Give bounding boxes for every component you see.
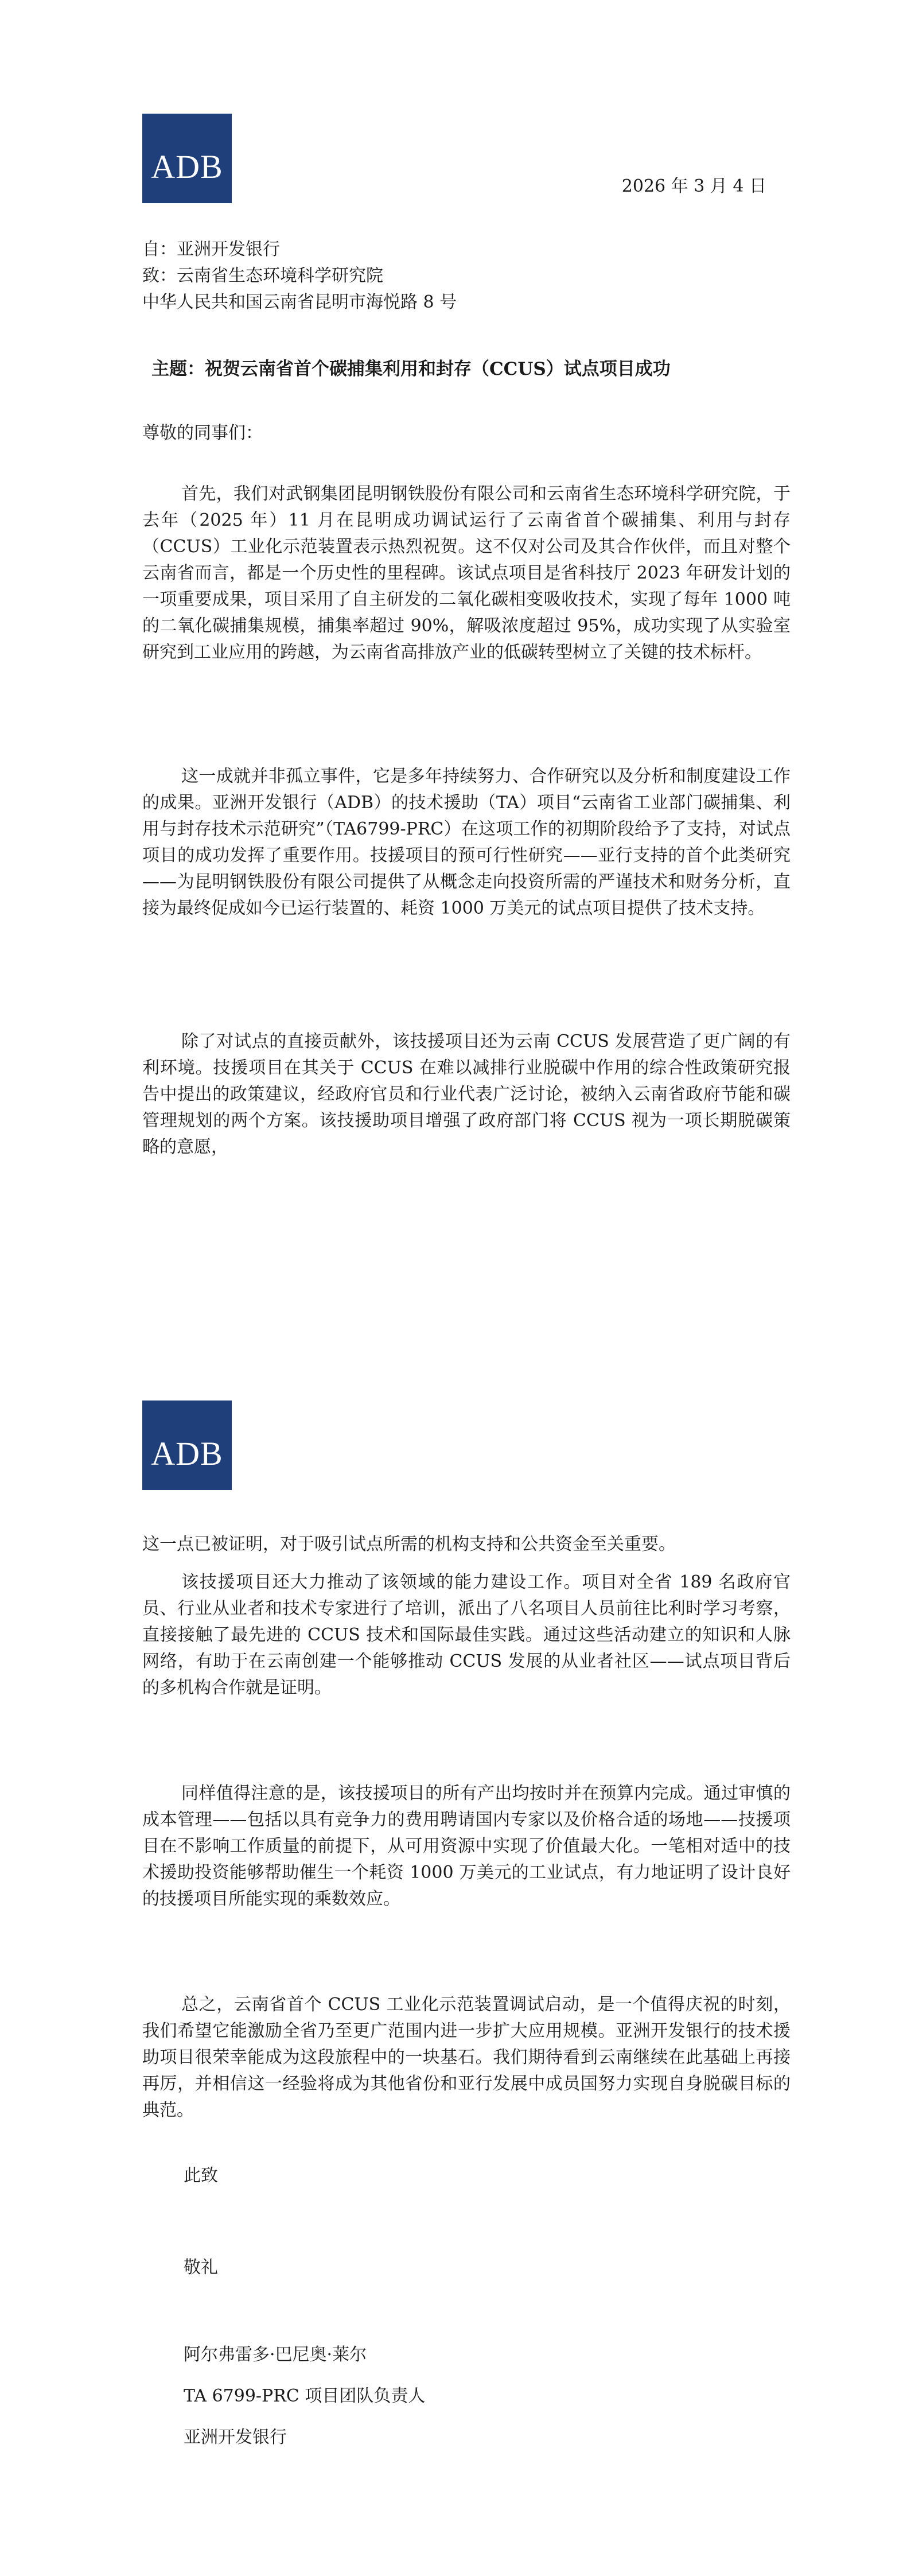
letter-date: 2026 年 3 月 4 日: [621, 176, 766, 196]
body-paragraph-4: 该技援项目还大力推动了该领域的能力建设工作。项目对全省 189 名政府官员、行业从业者和技术专家进行了培训，派出了八名项目人员前往比利时学习考察，直接接触了最先进的 CCUS 技术和国际最佳实践。通过这些活动建立的知识和人脉网络，有助于在云南创建一个能够推动 CCUS 发展的从业者社区——试点项目背后的多机构合作就是证明。: [142, 1572, 791, 1698]
body-paragraph-2: 这一成就并非孤立事件，它是多年持续努力、合作研究以及分析和制度建设工作的成果。亚洲开发银行（ADB）的技术援助（TA）项目“云南省工业部门碳捕集、利用与封存技术示范研究”（TA6799-PRC）在这项工作的初期阶段给予了支持，对试点项目的成功发挥了重要作用。技援项目的预可行性研究——亚行支持的首个此类研究——为昆明钢铁股份有限公司提供了从概念走向投资所需的严谨技术和财务分析，直接为最终促成如今已运行装置的、耗资 1000 万美元的试点项目提供了技术支持。: [142, 766, 791, 918]
signer-org: 亚洲开发银行: [184, 2427, 287, 2447]
body-paragraph-5: 同样值得注意的是，该技援项目的所有产出均按时并在预算内完成。通过审慎的成本管理——包括以具有竞争力的费用聘请国内专家以及价格合适的场地——技援项目在不影响工作质量的前提下，从可用资源中实现了价值最大化。一笔相对适中的技术援助投资能够帮助催生一个耗资 1000 万美元的工业试点，有力地证明了设计良好的技援项目所能实现的乘数效应。: [142, 1783, 791, 1909]
body-paragraph-6: 总之，云南省首个 CCUS 工业化示范装置调试启动，是一个值得庆祝的时刻，我们希望它能激励全省乃至更广范围内进一步扩大应用规模。亚洲开发银行的技术援助项目很荣幸能成为这段旅程中的一块基石。我们期待看到云南继续在此基础上再接再厉，并相信这一经验将成为其他省份和亚行发展中成员国努力实现自身脱碳目标的典范。: [142, 1995, 791, 2120]
body-paragraph-3: 除了对试点的直接贡献外，该技援项目还为云南 CCUS 发展营造了更广阔的有利环境。技援项目在其关于 CCUS 在难以减排行业脱碳中作用的综合性政策研究报告中提出的政策建议，经政府官员和行业代表广泛讨论，被纳入云南省政府节能和碳管理规划的两个方案。该技援助项目增强了政府部门将 CCUS 视为一项长期脱碳策略的意愿，: [142, 1031, 791, 1157]
salutation: 尊敬的同事们：: [142, 423, 263, 443]
signer-name: 阿尔弗雷多·巴尼奥·莱尔: [184, 2345, 367, 2365]
to-line: 致：云南省生态环境科学研究院: [142, 266, 383, 286]
closing-2: 敬礼: [184, 2257, 218, 2278]
adb-logo-page-2: ADB: [142, 1400, 232, 1490]
signer-title: TA 6799-PRC 项目团队负责人: [184, 2386, 426, 2406]
closing-1: 此致: [184, 2166, 218, 2186]
body-paragraph-1: 首先，我们对武钢集团昆明钢铁股份有限公司和云南省生态环境科学研究院，于去年（2025 年）11 月在昆明成功调试运行了云南省首个碳捕集、利用与封存（CCUS）工业化示范装置表示热烈祝贺。这不仅对公司及其合作伙伴，而且对整个云南省而言，都是一个历史性的里程碑。该试点项目是省科技厅 2023 年研发计划的一项重要成果，项目采用了自主研发的二氧化碳相变吸收技术，实现了每年 1000 吨的二氧化碳捕集规模，捕集率超过 90%，解吸浓度超过 95%，成功实现了从实验室研究到工业应用的跨越，为云南省高排放产业的低碳转型树立了关键的技术标杆。: [142, 484, 791, 662]
address-line: 中华人民共和国云南省昆明市海悦路 8 号: [142, 292, 457, 312]
adb-logo: ADB: [142, 114, 232, 203]
letter-subject: 主题：祝贺云南省首个碳捕集利用和封存（CCUS）试点项目成功: [151, 359, 671, 379]
from-line: 自：亚洲开发银行: [142, 239, 280, 259]
continuation-line: 这一点已被证明，对于吸引试点所需的机构支持和公共资金至关重要。: [142, 1534, 676, 1554]
